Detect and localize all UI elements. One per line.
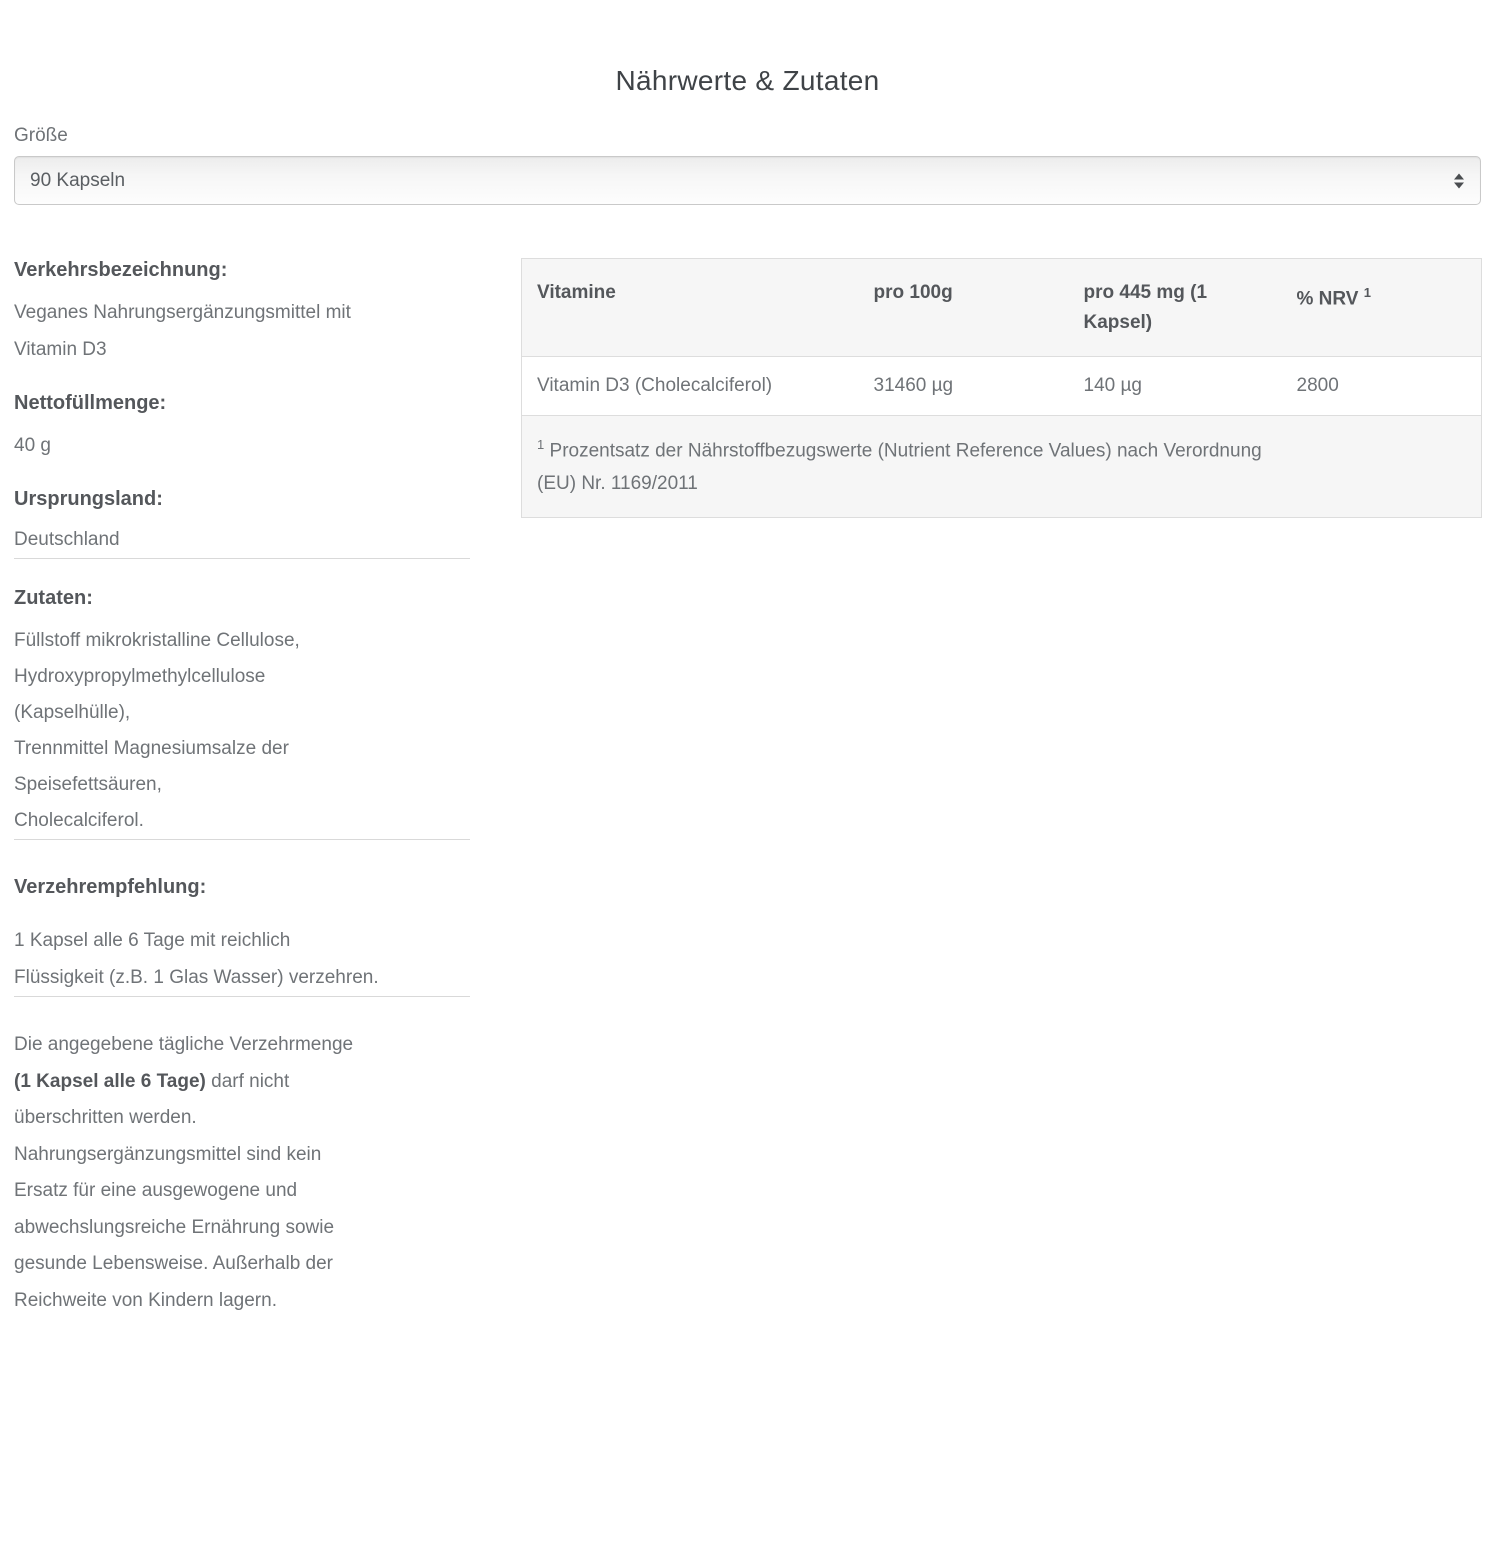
text-line: Veganes Nahrungsergänzungsmittel mit [14,302,351,323]
text-line: Trennmittel Magnesiumsalze der [14,738,289,759]
value-per-capsule: 140 µg [1069,357,1282,416]
text-line: Nahrungsergänzungsmittel sind kein [14,1143,322,1165]
divider [14,996,470,997]
text-line: (Kapselhülle), [14,702,131,723]
zutaten-text [14,623,470,839]
table-row-vitamin-d3 [522,357,1482,416]
text-line: Kapsel) [1083,312,1153,333]
text-fragment: Prozentsatz der Nährstoffbezugswerte (Nutrient Reference Values) nach Verordnung [549,440,1262,462]
text-line: Speisefettsäuren, [14,774,162,795]
divider [14,839,470,840]
content-columns [14,258,1481,1319]
size-label: Größe [14,125,68,146]
superscript: 1 [1363,285,1371,300]
verzehrempfehlung-heading: Verzehrempfehlung: [14,876,207,898]
zutaten-heading: Zutaten: [14,587,93,609]
ursprungsland-heading: Ursprungsland: [14,488,163,510]
text-line: Reichweite von Kindern lagern. [14,1289,277,1311]
verkehrsbezeichnung-text [14,294,470,368]
text-line: Vitamin D3 [14,339,107,360]
divider [14,558,470,559]
product-details-column [14,258,470,1319]
nettofuellmenge-heading: Nettofüllmenge: [14,392,167,414]
text-line: Füllstoff mikrokristalline Cellulose, [14,630,300,651]
header-per-100g: pro 100g [859,259,1069,357]
text-line: (EU) Nr. 1169/2011 [537,473,698,495]
table-footnote [522,416,1482,518]
nutrition-table [521,258,1482,518]
header-vitamine: Vitamine [522,259,859,357]
text-line: überschritten werden. [14,1107,197,1128]
text-line [537,428,1466,467]
text-line: abwechslungsreiche Ernährung sowie [14,1216,335,1238]
size-selector-block [14,125,1481,205]
hinweis-bold-text: (1 Kapsel alle 6 Tage) [14,1070,206,1092]
text-fragment: darf nicht [205,1070,290,1092]
nutrition-ingredients-section [0,64,1500,1319]
text-line: gesunde Lebensweise. Außerhalb der [14,1253,334,1274]
text-line: Hydroxypropylmethylcellulose [14,666,266,687]
table-footnote-row [522,416,1482,518]
value-nrv: 2800 [1282,357,1482,416]
value-per-100g: 31460 µg [859,357,1069,416]
text-line: Die angegebene tägliche Verzehrmenge [14,1034,354,1055]
nutrient-name: Vitamin D3 (Cholecalciferol) [522,357,859,416]
text-line: Ersatz für eine ausgewogene und [14,1180,298,1201]
nettofuellmenge-value: 40 g [14,435,51,456]
verkehrsbezeichnung-heading: Verkehrsbezeichnung: [14,259,228,281]
text-line: pro 445 mg (1 [1083,282,1208,303]
text-line [14,1064,470,1101]
section-title: Nährwerte & Zutaten [615,65,880,96]
size-select[interactable] [14,156,1481,205]
superscript: 1 [537,437,545,452]
text-fragment: % NRV [1296,288,1359,310]
text-line: 1 Kapsel alle 6 Tage mit reichlich [14,930,291,951]
text-line: Flüssigkeit (z.B. 1 Glas Wasser) verzehren. [14,967,379,988]
hinweis-text [14,1027,470,1319]
ursprungsland-value: Deutschland [14,529,120,550]
table-header-row [522,259,1482,357]
text-line: Cholecalciferol. [14,810,144,831]
header-per-capsule [1069,259,1282,357]
header-nrv [1282,259,1482,357]
nutrition-table-column [521,258,1482,1319]
verzehrempfehlung-text [14,922,470,996]
size-select-wrapper [14,156,1481,205]
